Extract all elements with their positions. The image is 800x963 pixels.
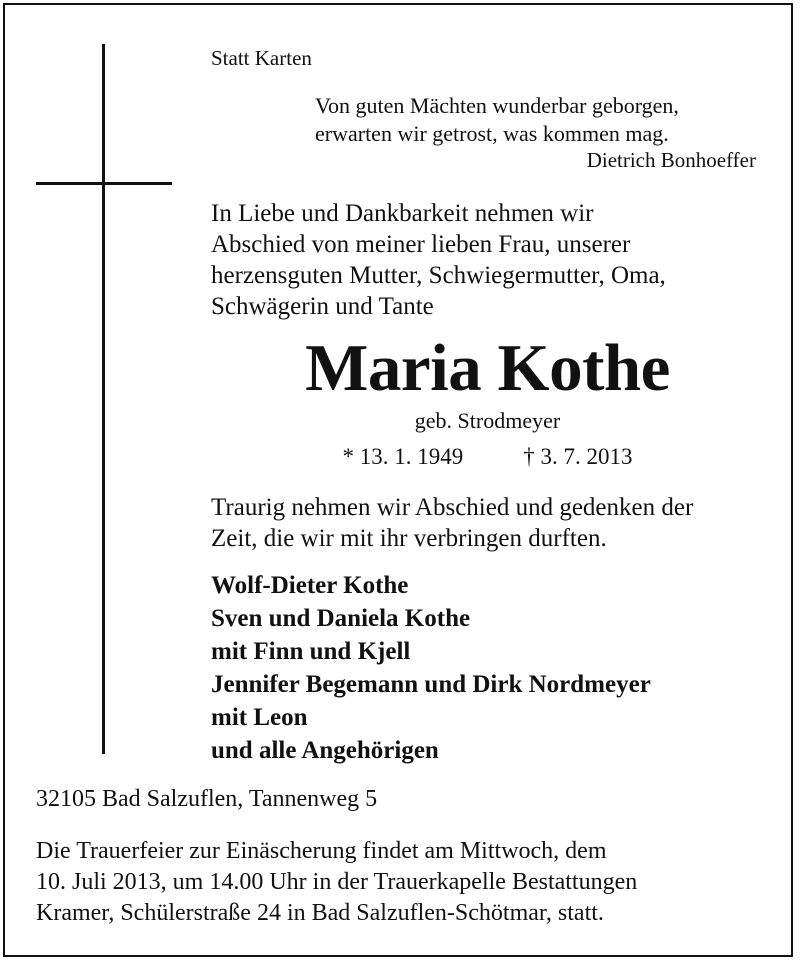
ceremony-line: Die Trauerfeier zur Einäscherung findet am Mittwoch, dem bbox=[36, 838, 607, 864]
ceremony-text bbox=[36, 836, 637, 929]
life-dates bbox=[0, 442, 800, 472]
mourning-line: Zeit, die wir mit ihr verbringen durften. bbox=[211, 525, 607, 552]
quote-author: Dietrich Bonhoeffer bbox=[586, 148, 756, 172]
family-line: Sven und Daniela Kothe bbox=[211, 605, 471, 632]
birth-date: * 13. 1. 1949 bbox=[342, 444, 464, 469]
intro-text bbox=[211, 198, 666, 322]
ceremony-line: Kramer, Schülerstraße 24 in Bad Salzuflen-Schötmar, statt. bbox=[36, 900, 604, 926]
intro-line: herzensguten Mutter, Schwiegermutter, Oma, bbox=[211, 262, 666, 289]
quote-line: Von guten Mächten wunderbar geborgen, bbox=[315, 93, 679, 118]
address: 32105 Bad Salzuflen, Tannenweg 5 bbox=[36, 786, 378, 812]
family-line: und alle Angehörigen bbox=[211, 737, 439, 764]
family-list bbox=[211, 569, 651, 767]
family-line: mit Finn und Kjell bbox=[211, 638, 411, 665]
ceremony-line: 10. Juli 2013, um 14.00 Uhr in der Trauerkapelle Bestattungen bbox=[36, 869, 638, 895]
deceased-name: Maria Kothe bbox=[305, 331, 670, 405]
death-date: † 3. 7. 2013 bbox=[523, 444, 633, 469]
intro-line: Abschied von meiner lieben Frau, unserer bbox=[211, 231, 631, 258]
quote-line: erwarten wir getrost, was kommen mag. bbox=[315, 121, 669, 146]
family-line: mit Leon bbox=[211, 704, 308, 731]
cross-icon-bar bbox=[36, 182, 172, 185]
family-line: Jennifer Begemann und Dirk Nordmeyer bbox=[211, 671, 651, 698]
mourning-text bbox=[211, 492, 693, 554]
mourning-line: Traurig nehmen wir Abschied und gedenken der bbox=[211, 494, 694, 521]
intro-line: Schwägerin und Tante bbox=[211, 293, 434, 320]
quote bbox=[315, 92, 679, 148]
family-line: Wolf-Dieter Kothe bbox=[211, 572, 409, 599]
header-note: Statt Karten bbox=[211, 46, 312, 70]
intro-line: In Liebe und Dankbarkeit nehmen wir bbox=[211, 200, 594, 227]
maiden-name: geb. Strodmeyer bbox=[414, 408, 561, 433]
